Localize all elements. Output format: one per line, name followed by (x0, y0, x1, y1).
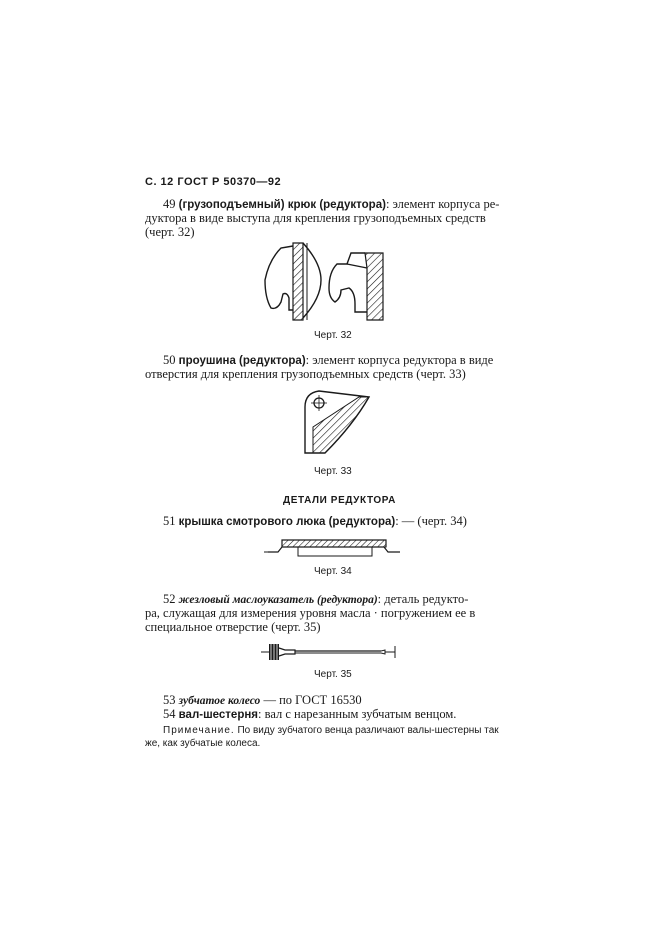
figure-33-caption: Черт. 33 (314, 466, 352, 477)
note-text-1: По виду зубчатого венца различают валы-шестерны так (234, 725, 499, 736)
entry-52-line-1 (163, 592, 468, 607)
entry-52-line-2: ра, служащая для измерения уровня масла · погружением ее в (145, 606, 476, 620)
figure-35-drawing (255, 636, 405, 666)
section-title: ДЕТАЛИ РЕДУКТОРА (283, 495, 397, 506)
figure-32-drawing (255, 238, 400, 328)
entry-54-number: 54 (163, 707, 176, 721)
entry-50-line-2: отверстия для крепления грузоподъемных средств (черт. 33) (145, 367, 466, 381)
entry-52-line-3: специальное отверстие (черт. 35) (145, 620, 321, 634)
entry-53-number: 53 (163, 693, 176, 707)
entry-49-line-2: дуктора в виде выступа для крепления грузоподъемных средств (145, 211, 486, 225)
page-header: С. 12 ГОСТ Р 50370—92 (145, 176, 282, 188)
figure-33-drawing (295, 385, 380, 460)
entry-51-term: крышка смотрового люка (редуктора) (178, 516, 396, 528)
entry-49-line-3: (черт. 32) (145, 225, 195, 239)
entry-49-number: 49 (163, 197, 176, 211)
entry-53-definition-start: — по ГОСТ 16530 (260, 693, 362, 707)
entry-52-definition-start: : деталь редукто- (377, 592, 469, 606)
hook-right-part (329, 253, 383, 320)
entry-50-line-1 (163, 353, 493, 368)
entry-53-line-1 (163, 693, 362, 708)
entry-52-number: 52 (163, 592, 176, 606)
entry-54-term: вал-шестерня (178, 709, 259, 721)
figure-34-drawing (260, 534, 410, 562)
entry-54-definition-start: : вал с нарезанным зубчатым венцом. (258, 707, 457, 721)
entry-49-term: (грузоподъемный) крюк (редуктора) (178, 199, 386, 211)
entry-50-term: проушина (редуктора) (178, 355, 306, 367)
entry-52-term: жезловый маслоуказатель (редуктора) (178, 594, 378, 606)
note-line-2: же, как зубчатые колеса. (145, 738, 261, 749)
entry-53-term: зубчатое колесо (178, 695, 261, 707)
figure-34-caption: Черт. 34 (314, 566, 352, 577)
entry-51-number: 51 (163, 514, 176, 528)
figure-35-caption: Черт. 35 (314, 669, 352, 680)
figure-32-caption: Черт. 32 (314, 330, 352, 341)
note-label: Примечание. (163, 725, 235, 736)
entry-50-definition-start: : элемент корпуса редуктора в виде (305, 353, 494, 367)
entry-49-line-1 (163, 197, 499, 212)
entry-54-line-1 (163, 707, 456, 722)
entry-51-line-1 (163, 514, 467, 529)
entry-50-number: 50 (163, 353, 176, 367)
entry-51-definition-start: : — (черт. 34) (395, 514, 467, 528)
hook-left-part (265, 243, 321, 320)
entry-49-definition-start: : элемент корпуса ре- (385, 197, 500, 211)
note-line-1 (163, 724, 499, 737)
